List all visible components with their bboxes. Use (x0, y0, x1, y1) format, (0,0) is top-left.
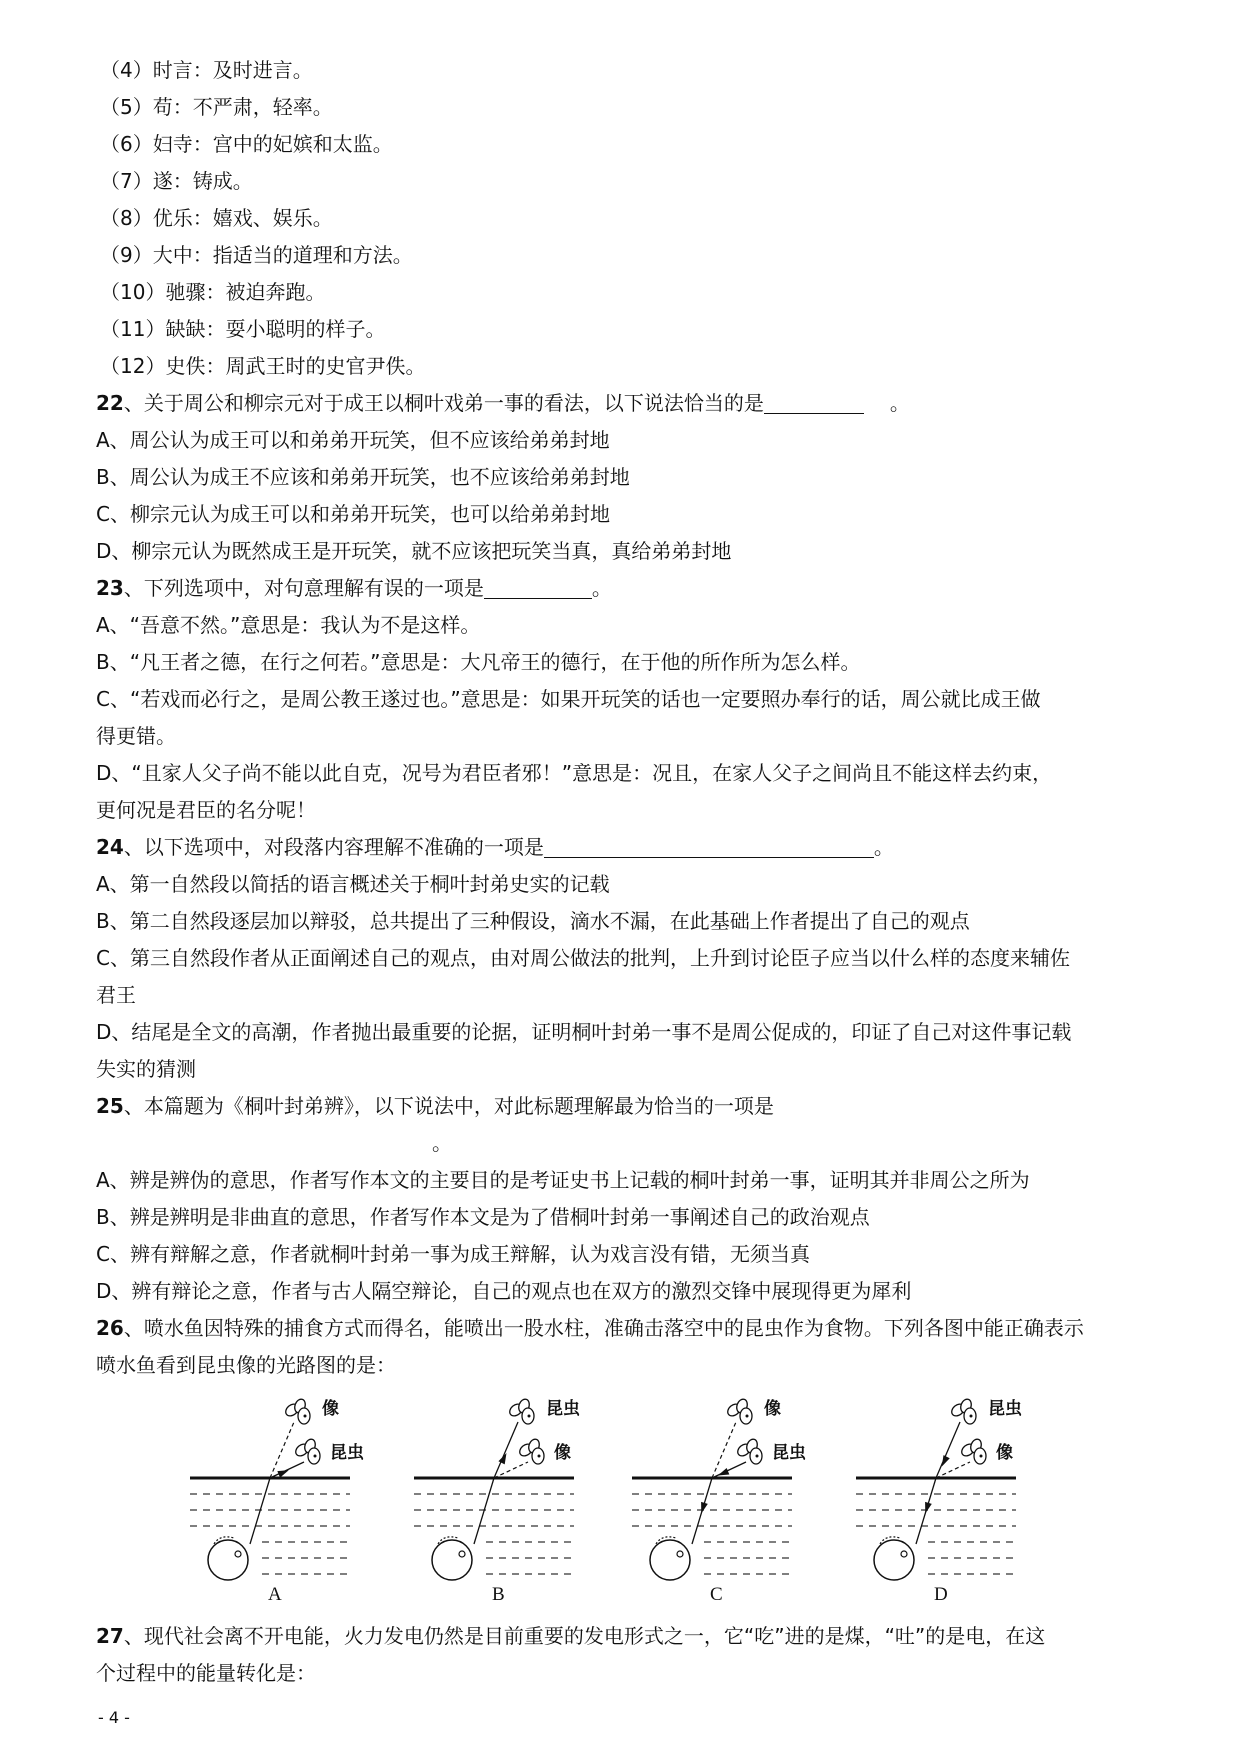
note-11: （11）缺缺：耍小聪明的样子。 (100, 317, 386, 341)
option-b: B、周公认为成王不应该和弟弟开玩笑，也不应该给弟弟封地 (96, 465, 630, 489)
question-22 (96, 385, 1166, 570)
fish-eye (235, 1551, 241, 1557)
note-7: （7）遂：铸成。 (100, 169, 253, 193)
question-stem (96, 1310, 1166, 1347)
option-a: A、“吾意不然。”意思是：我认为不是这样。 (96, 613, 481, 637)
insect-eye (304, 1415, 307, 1418)
question-stem (96, 829, 1166, 866)
document-page (96, 52, 1166, 1692)
light-path-figure (96, 1388, 1166, 1614)
diagram-panel-c (632, 1388, 822, 1614)
stem-text: 、关于周公和柳宗元对于成王以桐叶戏弟一事的看法，以下说法恰当的是 (123, 391, 764, 415)
lower-label: 像 (554, 1443, 571, 1463)
option-c-cont: 得更错。 (96, 724, 176, 748)
insect-upper (725, 1398, 752, 1424)
stem-text: 、现代社会离不开电能，火力发电仍然是目前重要的发电形式之一，它“吃”进的是煤，“吐”的是电，在这 (123, 1624, 1046, 1648)
option-a: A、第一自然段以简括的语言概述关于桐叶封弟史实的记载 (96, 872, 610, 896)
question-number: 25 (96, 1094, 124, 1118)
insect-eye (970, 1415, 973, 1418)
incident-ray (494, 1422, 518, 1478)
option-c: C、柳宗元认为成王可以和弟弟开玩笑，也可以给弟弟封地 (96, 502, 610, 526)
option-c: C、“若戏而必行之，是周公教王遂过也。”意思是：如果开玩笑的话也一定要照办奉行的话，周公就比成王做 (96, 687, 1041, 711)
stem-end: 。 (591, 576, 612, 600)
answer-blank[interactable] (544, 833, 874, 858)
arrowhead (498, 1453, 506, 1464)
incident-ray (936, 1422, 960, 1478)
stem-end: 。 (889, 391, 910, 415)
stem-text: 、下列选项中，对句意理解有误的一项是 (123, 576, 484, 600)
virtual-ray (270, 1422, 294, 1478)
light-path-svg (190, 1388, 380, 1584)
answer-blank[interactable] (764, 389, 864, 414)
arrowhead (701, 1502, 708, 1514)
virtual-ray (936, 1462, 970, 1478)
insect-upper (283, 1398, 310, 1424)
option-d-cont: 失实的猜测 (96, 1057, 196, 1081)
panel-caption: D (934, 1584, 948, 1605)
panel-caption: A (268, 1584, 282, 1605)
question-26 (96, 1310, 1166, 1614)
insect-eye (980, 1455, 983, 1458)
question-25 (96, 1088, 1166, 1310)
question-number: 24 (96, 835, 124, 859)
note-9: （9）大中：指适当的道理和方法。 (100, 243, 413, 267)
arrowhead (942, 1455, 950, 1466)
panel-caption: C (710, 1584, 723, 1605)
option-b: B、辨是辨明是非曲直的意思，作者写作本文是为了借桐叶封弟一事阐述自己的政治观点 (96, 1205, 870, 1229)
virtual-ray (494, 1462, 528, 1478)
diagram-panel-b (414, 1388, 604, 1614)
insect-lower (517, 1438, 544, 1464)
panel-caption: B (492, 1584, 505, 1605)
insect-lower (293, 1438, 320, 1464)
insect-eye (538, 1455, 541, 1458)
arrowhead (277, 1470, 288, 1477)
answer-blank[interactable] (484, 574, 592, 599)
stem-text: 、本篇题为《桐叶封弟辨》，以下说法中，对此标题理解最为恰当的一项是 (123, 1094, 774, 1118)
question-number: 23 (96, 576, 124, 600)
option-d: D、辨有辩论之意，作者与古人隔空辩论，自己的观点也在双方的激烈交锋中展现得更为犀利 (96, 1279, 912, 1303)
insect-upper (507, 1398, 534, 1424)
insect-lower (735, 1438, 762, 1464)
fish-eye (901, 1551, 907, 1557)
option-d: D、柳宗元认为既然成王是开玩笑，就不应该把玩笑当真，真给弟弟封地 (96, 539, 732, 563)
diagram-panel-d (856, 1388, 1046, 1614)
stem-cont: 喷水鱼看到昆虫像的光路图的是： (96, 1353, 396, 1377)
question-number: 22 (96, 391, 124, 415)
upper-label: 昆虫 (988, 1399, 1022, 1419)
arrowhead (925, 1502, 932, 1514)
lower-label: 昆虫 (772, 1443, 806, 1463)
option-a: A、周公认为成王可以和弟弟开玩笑，但不应该给弟弟封地 (96, 428, 610, 452)
insect-upper (949, 1398, 976, 1424)
question-23 (96, 570, 1166, 829)
note-10: （10）驰骤：被迫奔跑。 (100, 280, 326, 304)
option-d: D、结尾是全文的高潮，作者抛出最重要的论据，证明桐叶封弟一事不是周公促成的，印证了自己对这件事记载 (96, 1020, 1072, 1044)
incident-ray (712, 1462, 746, 1478)
question-number: 27 (96, 1624, 124, 1648)
fish-eye (459, 1551, 465, 1557)
note-8: （8）优乐：嬉戏、娱乐。 (100, 206, 333, 230)
option-d: D、“且家人父子尚不能以此自克，况号为君臣者邪！”意思是：况且，在家人父子之间尚且不能这样去约束， (96, 761, 1053, 785)
note-6: （6）妇寺：宫中的妃嫔和太监。 (100, 132, 393, 156)
fish-icon (874, 1540, 914, 1580)
refracted-ray (250, 1478, 270, 1544)
option-b: B、第二自然段逐层加以辩驳，总共提出了三种假设，滴水不漏，在此基础上作者提出了自己的观点 (96, 909, 970, 933)
insect-eye (528, 1415, 531, 1418)
question-24 (96, 829, 1166, 1088)
fish-icon (650, 1540, 690, 1580)
note-12: （12）史佚：周武王时的史官尹佚。 (100, 354, 426, 378)
question-27 (96, 1618, 1166, 1692)
fish-icon (208, 1540, 248, 1580)
option-d-cont: 更何况是君臣的名分呢！ (96, 798, 316, 822)
insect-eye (314, 1455, 317, 1458)
question-stem (96, 570, 1166, 607)
note-4: （4）时言：及时进言。 (100, 58, 313, 82)
insect-eye (756, 1455, 759, 1458)
note-5: （5）苟：不严肃，轻率。 (100, 95, 333, 119)
option-b: B、“凡王者之德，在行之何若。”意思是：大凡帝王的德行，在于他的所作所为怎么样。 (96, 650, 861, 674)
option-c: C、第三自然段作者从正面阐述自己的观点，由对周公做法的批判，上升到讨论臣子应当以什么样的态度来辅佐 (96, 946, 1070, 970)
diagram-panel-a (190, 1388, 380, 1614)
option-a: A、辨是辨伪的意思，作者写作本文的主要目的是考证史书上记载的桐叶封弟一事，证明其并非周公之所为 (96, 1168, 1030, 1192)
question-stem (96, 385, 1166, 422)
question-number: 26 (96, 1316, 124, 1340)
stem-text: 、以下选项中，对段落内容理解不准确的一项是 (123, 835, 544, 859)
fish-eye (677, 1551, 683, 1557)
lower-label: 昆虫 (330, 1443, 364, 1463)
question-stem (96, 1088, 1166, 1125)
option-c: C、辨有辩解之意，作者就桐叶封弟一事为成王辩解，认为戏言没有错，无须当真 (96, 1242, 810, 1266)
option-c-cont: 君王 (96, 983, 136, 1007)
insect-lower (959, 1438, 986, 1464)
incident-ray (270, 1462, 304, 1478)
insect-eye (746, 1415, 749, 1418)
virtual-ray (712, 1422, 736, 1478)
stem-end: 。 (432, 1131, 452, 1155)
page-number: - 4 - (98, 1708, 130, 1727)
question-stem (96, 1618, 1166, 1655)
lower-label: 像 (996, 1443, 1013, 1463)
stem-cont: 个过程中的能量转化是： (96, 1661, 316, 1685)
stem-text: 、喷水鱼因特殊的捕食方式而得名，能喷出一股水柱，准确击落空中的昆虫作为食物。下列各图中能正确表示 (123, 1316, 1084, 1340)
notes-list (96, 52, 1166, 385)
fish-icon (432, 1540, 472, 1580)
upper-label: 像 (322, 1399, 339, 1419)
upper-label: 像 (764, 1399, 781, 1419)
light-path-svg (632, 1388, 822, 1584)
stem-end: 。 (873, 835, 894, 859)
arrowhead (718, 1468, 729, 1475)
upper-label: 昆虫 (546, 1399, 580, 1419)
refracted-ray (474, 1478, 494, 1544)
